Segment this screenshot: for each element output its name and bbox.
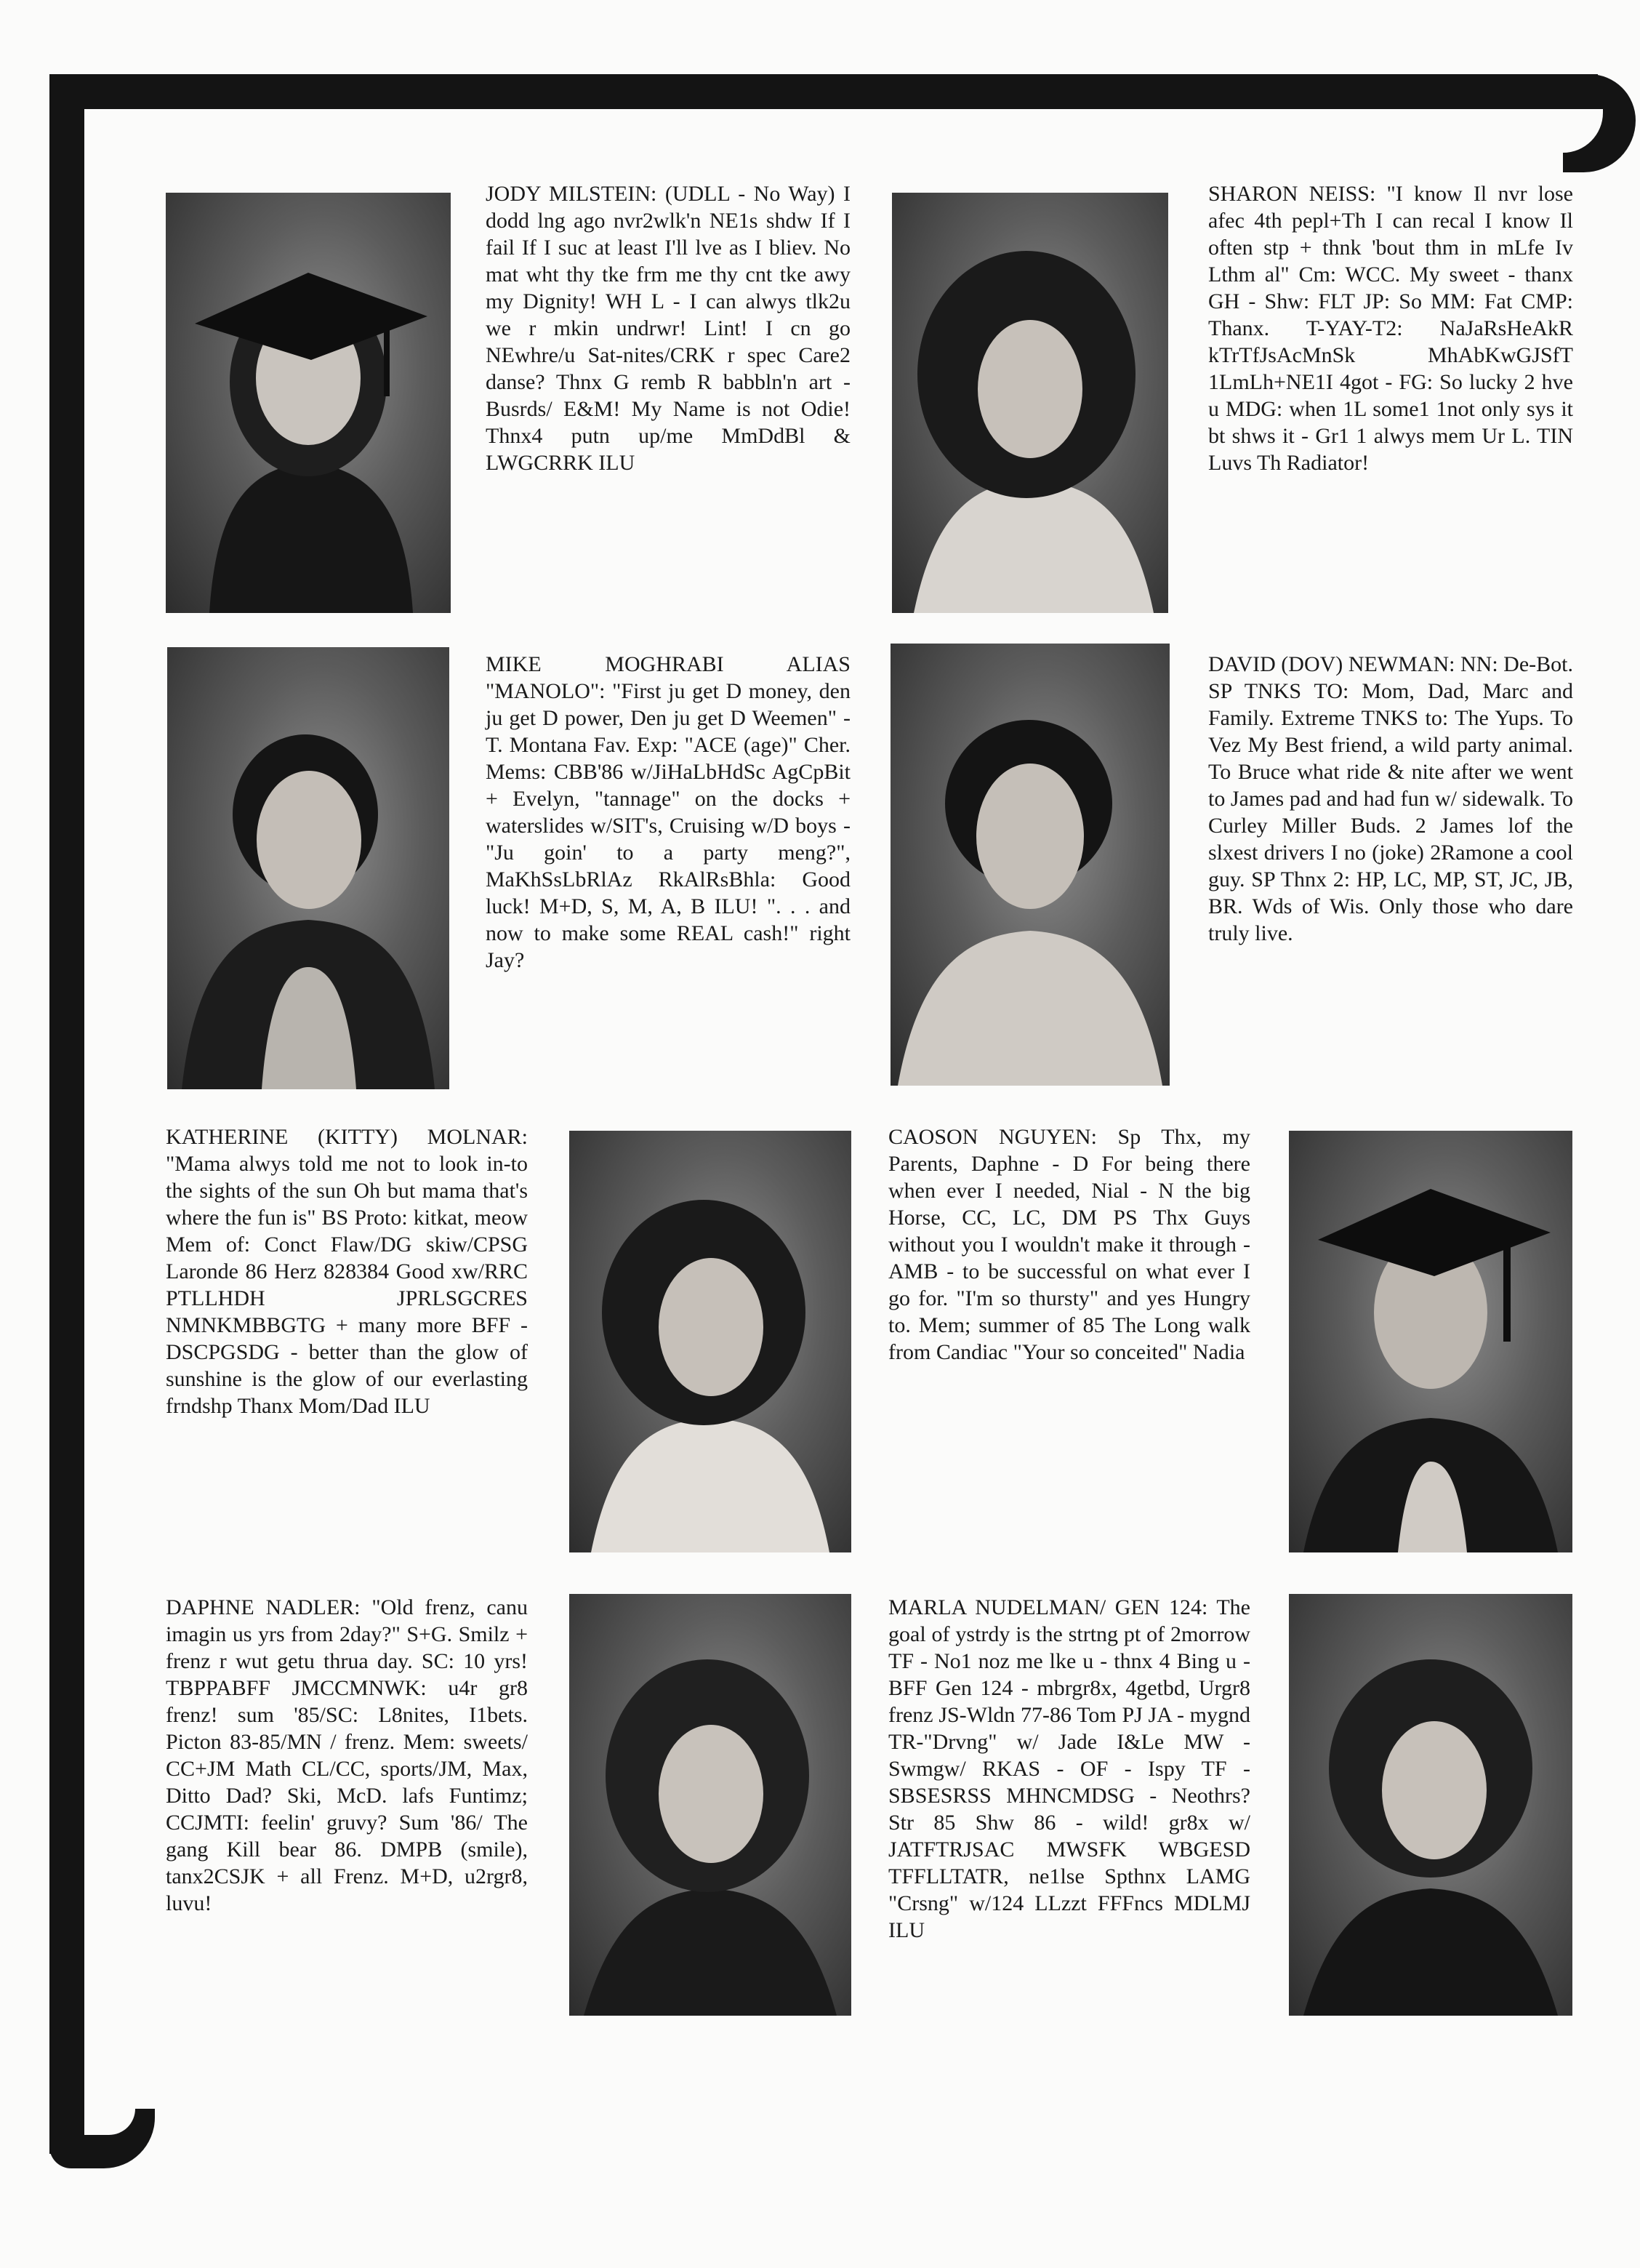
entry-nudelman: MARLA NUDELMAN/ GEN 124: The goal of ystrdy is the strtng pt of 2morrow TF - No1 noz me lke u - thnx 4 Bing u - BFF Gen 124 - mbrgr8x, 4getbd, Urgr8 frenz JS-Wldn 77-86 Tom PJ JA - mygnd TR-"Drvng" w/ Jade I&Le MW - Swmgw/ RKAS - OF - Ispy TF - SBSESRSS MHNCMDSG - Neothrs? Str 85 Shw 86 - wild! gr8x w/ JATFTRJSAC MWSFK WBGESD TFFLLTATR, ne1lse Spthnx LAMG "Crsng" w/124 LLzzt FFFncs MDLMJ ILU xyxy=(888,1595,1250,1942)
portrait-photo-neiss xyxy=(892,193,1168,613)
frame-left-bar xyxy=(49,74,84,2154)
portrait-photo-nudelman xyxy=(1289,1594,1572,2016)
portrait-photo-moghrabi xyxy=(167,647,449,1089)
entry-nadler: DAPHNE NADLER: "Old frenz, canu imagin us yrs from 2day?" S+G. Smilz + frenz r wut getu thrua day. SC: 10 yrs! TBPPABFF JMCCMNWK: u4r gr8 frenz! sum '85/SC: L8nites, I1bets. Picton 83-85/MN / frenz. Mem: sweets/ CC+JM Math CL/CC, sports/JM, Max, Ditto Dad? Ski, McD. lafs Funtimz; CCJMTI: feelin' gruvy? Sum '86/ The gang Kill bear 86. DMPB (smile), tanx2CSJK + all Frenz. M+D, u2rgr8, luvu! xyxy=(166,1595,528,1915)
portrait-photo-nadler xyxy=(569,1594,851,2016)
entry-moghrabi: MIKE MOGHRABI ALIAS "MANOLO": "First ju get D money, den ju get D power, Den ju get D Weemen" - T. Montana Fav. Exp: "ACE (age)" Cher. Mems: CBB'86 w/JiHaLbHdSc AgCpBit + Evelyn, "tannage" on the docks + waterslides w/SIT's, Cruising w/D boys - "Ju goin' to a party meng?", MaKhSsLbRlAz RkAlRsBhla: Good luck! M+D, S, M, A, B ILU! ". . . and now to make some REAL cash!" right Jay? xyxy=(486,652,851,972)
portrait-photo-molnar xyxy=(569,1131,851,1552)
entry-neiss: SHARON NEISS: "I know Il nvr lose afec 4th pepl+Th I can recal I know Il often stp + thnk 'bout thm in mLfe Iv Lthm al" Cm: WCC. My sweet - thanx GH - Shw: FLT JP: So MM: Fat CMP: Thanx. T-YAY-T2: NaJaRsHeAkR kTrTfJsAcMnSk MhAbKwGJSfT 1LmLh+NE1I 4got - FG: So lucky 2 hve u MDG: when 1L some1 1not only sys it bt shws it - Gr1 1 alwys mem Ur L. TIN Luvs Th Radiator! xyxy=(1208,182,1573,475)
entry-molnar: KATHERINE (KITTY) MOLNAR: "Mama alwys told me not to look in-to the sights of the sun Oh but mama that's where the fun is" BS Proto: kitkat, meow Mem of: Conct Flaw/DG skiw/CPSG Laronde 86 Herz 828384 Good xw/RRC PTLLHDH JPRLSGCRES NMNKMBBGTG + many more BFF - DSCPGSDG - better than the glow of sunshine is the glow of our everlasting frndshp Thanx Mom/Dad ILU xyxy=(166,1125,528,1418)
entry-newman: DAVID (DOV) NEWMAN: NN: De-Bot. SP TNKS TO: Mom, Dad, Marc and Family. Extreme TNKS to: The Yups. To Vez My Best friend, a wild party animal. To Bruce what ride & nite after we went to James pad and had fun w/ sidewalk. To Curley Miller Buds. 2 James lof the slxest drivers I no (joke) 2Ramone a cool guy. SP Thnx 2: HP, LC, MP, ST, JC, JB, BR. Wds of Wis. Only those who dare truly live. xyxy=(1208,652,1573,945)
entry-milstein: JODY MILSTEIN: (UDLL - No Way) I dodd lng ago nvr2wlk'n NE1s shdw If I fail If I suc at least I'll lve as I bliev. No mat wht thy tke frm me thy cnt tke awy my Dignity! WH L - I can alwys tlk2u we r mkin undrwr! Lint! I cn go NEwhre/u Sat-nites/CRK r spec Care2 danse? Thnx G remb R babbln'n art - Busrds/ E&M! My Name is not Odie! Thnx4 putn up/me MmDdBl & LWGCRRK ILU xyxy=(486,182,851,475)
portrait-photo-nguyen xyxy=(1289,1131,1572,1552)
entry-nguyen: CAOSON NGUYEN: Sp Thx, my Parents, Daphne - D For being there when ever I needed, Nial - N the big Horse, CC, LC, DM PS Thx Guys without you I wouldn't make it through - AMB - to be successful on what ever I go for. "I'm so thursty" and yes Hungry to. Mem; summer of 85 The Long walk from Candiac "Your so conceited" Nadia xyxy=(888,1125,1250,1364)
portrait-photo-newman xyxy=(891,644,1170,1086)
portrait-photo-milstein xyxy=(166,193,451,613)
frame-top-bar xyxy=(49,74,1598,109)
